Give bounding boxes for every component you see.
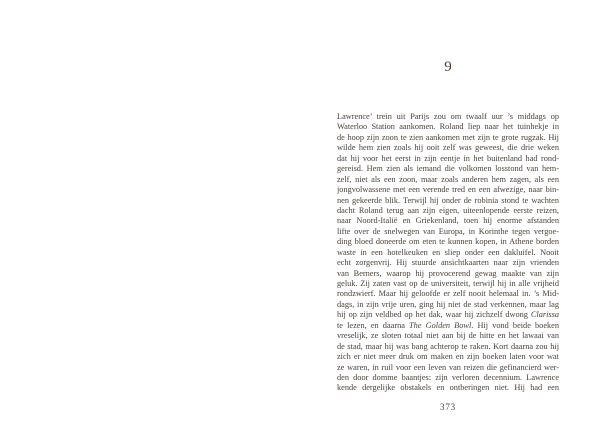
text-line xyxy=(337,216,559,226)
text-line xyxy=(337,133,559,143)
text-line xyxy=(337,258,559,268)
text-line xyxy=(337,310,559,320)
text-line xyxy=(337,383,559,393)
text-line xyxy=(337,269,559,279)
text-segment: waste in een hotelkeuken en sliep onder een dakluifel. Nooit xyxy=(337,247,559,257)
text-line xyxy=(337,373,559,383)
text-segment: dat hij voor het eerst in zijn eentje in het buitenland had rond- xyxy=(337,153,559,163)
text-segment: Lawrence’ trein uit Parijs zou om twaalf uur ’s middags op xyxy=(337,112,559,121)
text-segment: kende dergelijke obstakels en ontberingen niet. Hij had een xyxy=(337,383,559,393)
text-segment: naar Noord-Italië en Griekenland, toen hij enorme afstanden xyxy=(337,216,559,226)
text-line xyxy=(337,342,559,352)
text-line xyxy=(337,237,559,247)
text-line xyxy=(337,206,559,216)
text-line xyxy=(337,352,559,362)
text-segment: Waterloo Station aankomen. Roland liep naar het tuinhekje in xyxy=(337,122,559,132)
text-line xyxy=(337,279,559,289)
text-segment: zich er niet meer druk om maken en zijn boeken laten voor wat xyxy=(337,352,559,362)
text-line xyxy=(337,112,559,122)
text-segment: ze waren, in ruil voor een leven van reizen die gefinancierd wer- xyxy=(337,362,559,372)
text-segment: vreselijk, ze sloten totaal niet aan bij de hitte en het lawaai van xyxy=(337,331,559,341)
text-segment: dacht Roland terug aan zijn eigen, uiteenlopende eerste reizen, xyxy=(337,205,559,215)
text-line xyxy=(337,164,559,174)
text-line xyxy=(337,289,559,299)
right-page xyxy=(300,0,600,440)
text-line xyxy=(337,300,559,310)
text-line xyxy=(337,122,559,132)
text-line xyxy=(337,196,559,206)
text-line xyxy=(337,363,559,373)
text-line xyxy=(337,321,559,331)
text-segment: geluk. Zij zaten vast op de universiteit, terwijl hij in alle vrijheid xyxy=(337,279,559,288)
book-title-italic: Clarissa xyxy=(530,310,559,320)
text-segment: wilde hem zien zoals hij ooit zelf was geweest, die drie weken xyxy=(337,143,559,153)
text-segment: de stad, maar hij was bang achterop te raken. Kort daarna zou hij xyxy=(337,341,559,351)
text-segment: te lezen, en daarna xyxy=(337,320,410,330)
text-segment: nen gekeerde blik. Terwijl hij onder de robinia stond te wachten xyxy=(337,195,559,205)
text-line xyxy=(337,227,559,237)
text-segment: den door domme baantjes: zijn verloren decennium. Lawrence xyxy=(337,372,559,382)
text-segment: zelf, niet als een zoon, maar zoals anderen hem zagen, als een xyxy=(337,174,559,184)
text-line xyxy=(337,154,559,164)
text-segment: echt zorgenvrij. Hij stuurde ansichtkaarten naar zijn vrienden xyxy=(337,258,559,268)
page-number: 373 xyxy=(440,402,456,412)
text-segment: de hoop zijn zoon te zien aankomen met zijn te grote rugzak. Hij xyxy=(337,132,559,142)
text-segment: hij op zijn veldbed op het dak, waar hij zichzelf dwong xyxy=(337,310,531,320)
text-segment: dags, in zijn vrije uren, ging hij niet de stad verkennen, maar lag xyxy=(337,299,559,309)
text-segment: rondzwierf. Maar hij geloofde er zelf nooit helemaal in. ’s Mid- xyxy=(337,289,559,299)
body-text xyxy=(337,112,559,394)
text-line xyxy=(337,185,559,195)
text-line xyxy=(337,143,559,153)
book-title-italic: The Golden Bowl xyxy=(409,320,472,330)
text-segment: van Berners, waarop hij provocerend gewag maakte van zijn xyxy=(337,268,559,278)
chapter-number: 9 xyxy=(444,59,452,75)
text-segment: gereisd. Hem zien als iemand die volkomen losstond van hem- xyxy=(337,164,559,174)
text-line xyxy=(337,175,559,185)
text-segment: ding bloed doneerde om eten te kunnen kopen, in Athene borden xyxy=(337,237,559,247)
text-segment: jongvolwassene met een verende tred en een afwezige, naar bin- xyxy=(337,185,559,195)
text-segment: . Hij vond beide boeken xyxy=(471,320,559,330)
text-line xyxy=(337,331,559,341)
text-segment: lifte over de snelwegen van Europa, in Korinthe tegen vergoe- xyxy=(337,226,559,236)
text-line xyxy=(337,248,559,258)
